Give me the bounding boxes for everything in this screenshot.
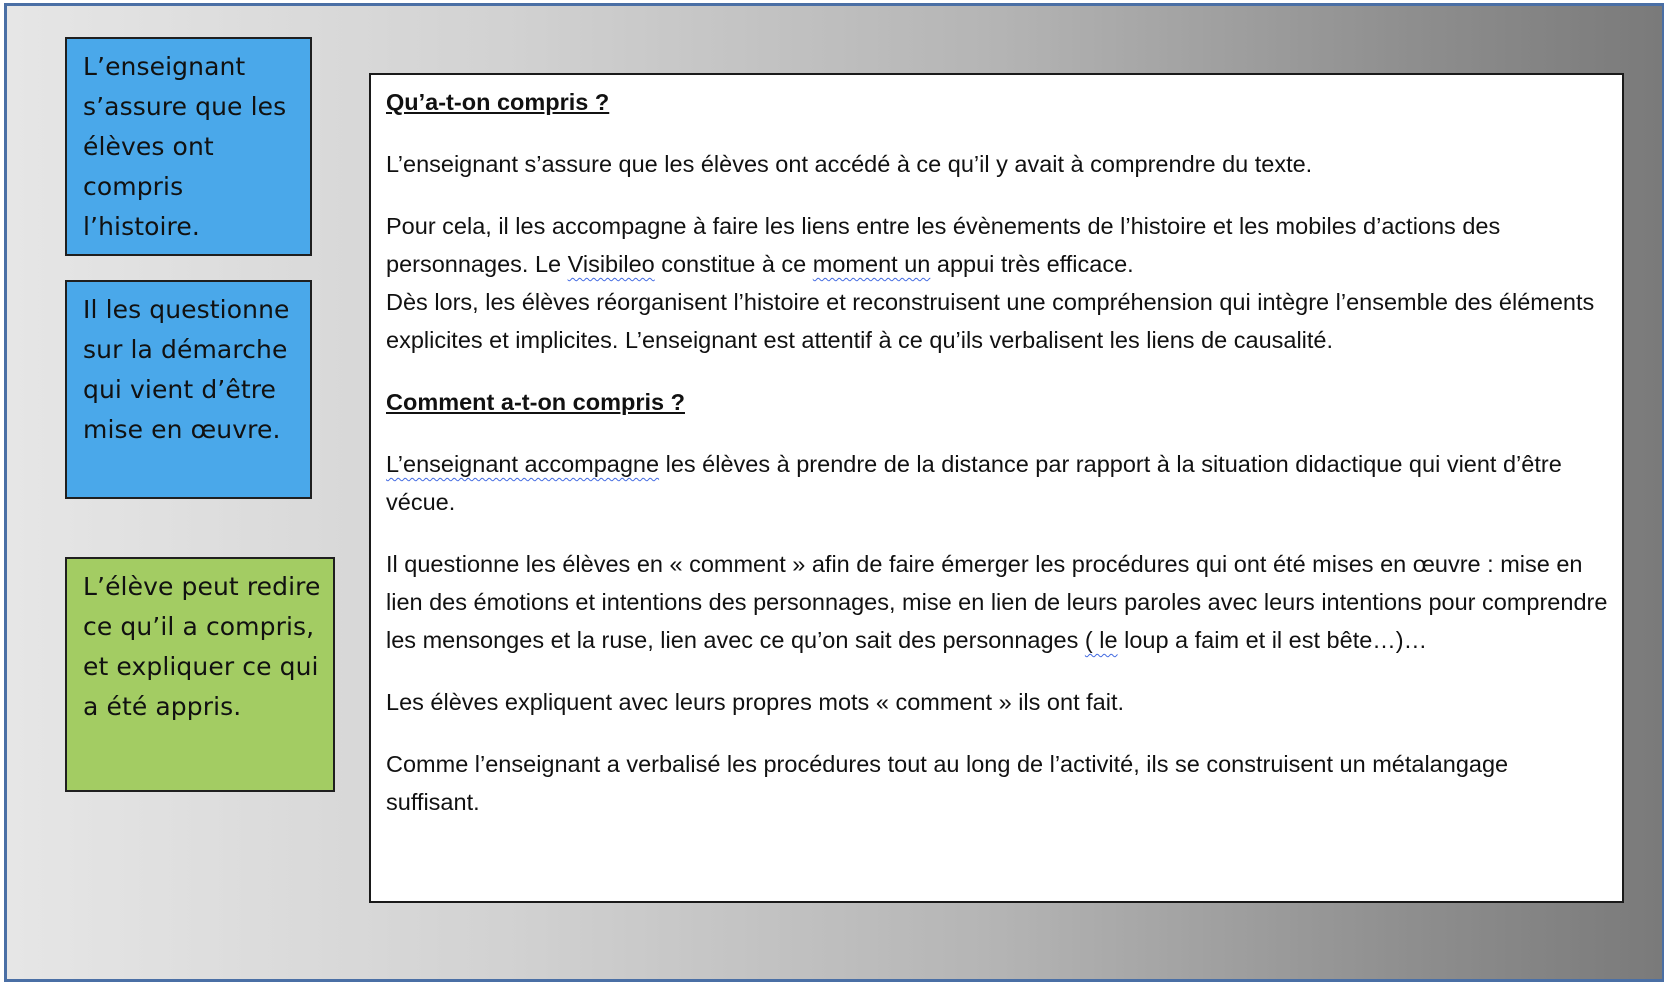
text-run: loup a faim et il est bête…)… [1117, 627, 1428, 653]
spellcheck-word: ( le [1084, 627, 1118, 653]
note-text: Il les questionne sur la démarche qui vient d’être mise en œuvre. [83, 295, 290, 444]
paragraph-3: Dès lors, les élèves réorganisent l’histoire et reconstruisent une compréhension qui intègre l’ensemble des éléments explicites et implicites. L’enseignant est attentif à ce qu’ils verbalisent les liens de causalité. [386, 289, 1595, 353]
spellcheck-word: Visibileo [567, 251, 655, 277]
text-run: les élèves à prendre de la distance par rapport à la situation didactique qui vient d’être vécue. [386, 451, 1562, 515]
heading-how-understood: Comment a-t-on compris ? [386, 389, 685, 415]
paragraph-6: Les élèves expliquent avec leurs propres mots « comment » ils ont fait. [386, 689, 1125, 715]
heading-what-understood: Qu’a-t-on compris ? [386, 89, 610, 115]
text-run: Pour cela, il les accompagne à faire les liens entre les évènements de l’histoire et les mobiles d’actions des personnages. Le [386, 213, 1501, 277]
spellcheck-word: moment un [812, 251, 931, 277]
note-box-student [65, 557, 335, 792]
paragraph-1: L’enseignant s’assure que les élèves ont accédé à ce qu’il y avait à comprendre du texte. [386, 151, 1313, 177]
paragraph-4 [386, 445, 1608, 521]
section-heading-1 [386, 83, 1608, 121]
paragraph-7: Comme l’enseignant a verbalisé les procédures tout au long de l’activité, ils se construisent un métalangage suffisant. [386, 751, 1509, 815]
text-run: Il questionne les élèves en « comment » afin de faire émerger les procédures qui ont été mises en œuvre : mise en lien des émotions et intentions des personnages, mise en lien de leurs paroles avec leurs intentions pour comprendre les mensonges et la ruse, lien avec ce qu’on sait des personnages [386, 551, 1608, 653]
section-heading-2 [386, 383, 1608, 421]
spellcheck-word: L’enseignant accompagne [386, 451, 660, 477]
text-run: appui très efficace. [930, 251, 1134, 277]
note-box-comprehension [65, 37, 312, 256]
paragraph-2 [386, 207, 1608, 283]
text-run: constitue à ce [654, 251, 813, 277]
note-text: L’élève peut redire ce qu’il a compris, et expliquer ce qui a été appris. [83, 572, 321, 721]
note-text: L’enseignant s’assure que les élèves ont compris l’histoire. [83, 52, 287, 241]
note-box-questioning [65, 280, 312, 499]
main-text-panel [369, 73, 1624, 903]
paragraph-5 [386, 545, 1608, 659]
